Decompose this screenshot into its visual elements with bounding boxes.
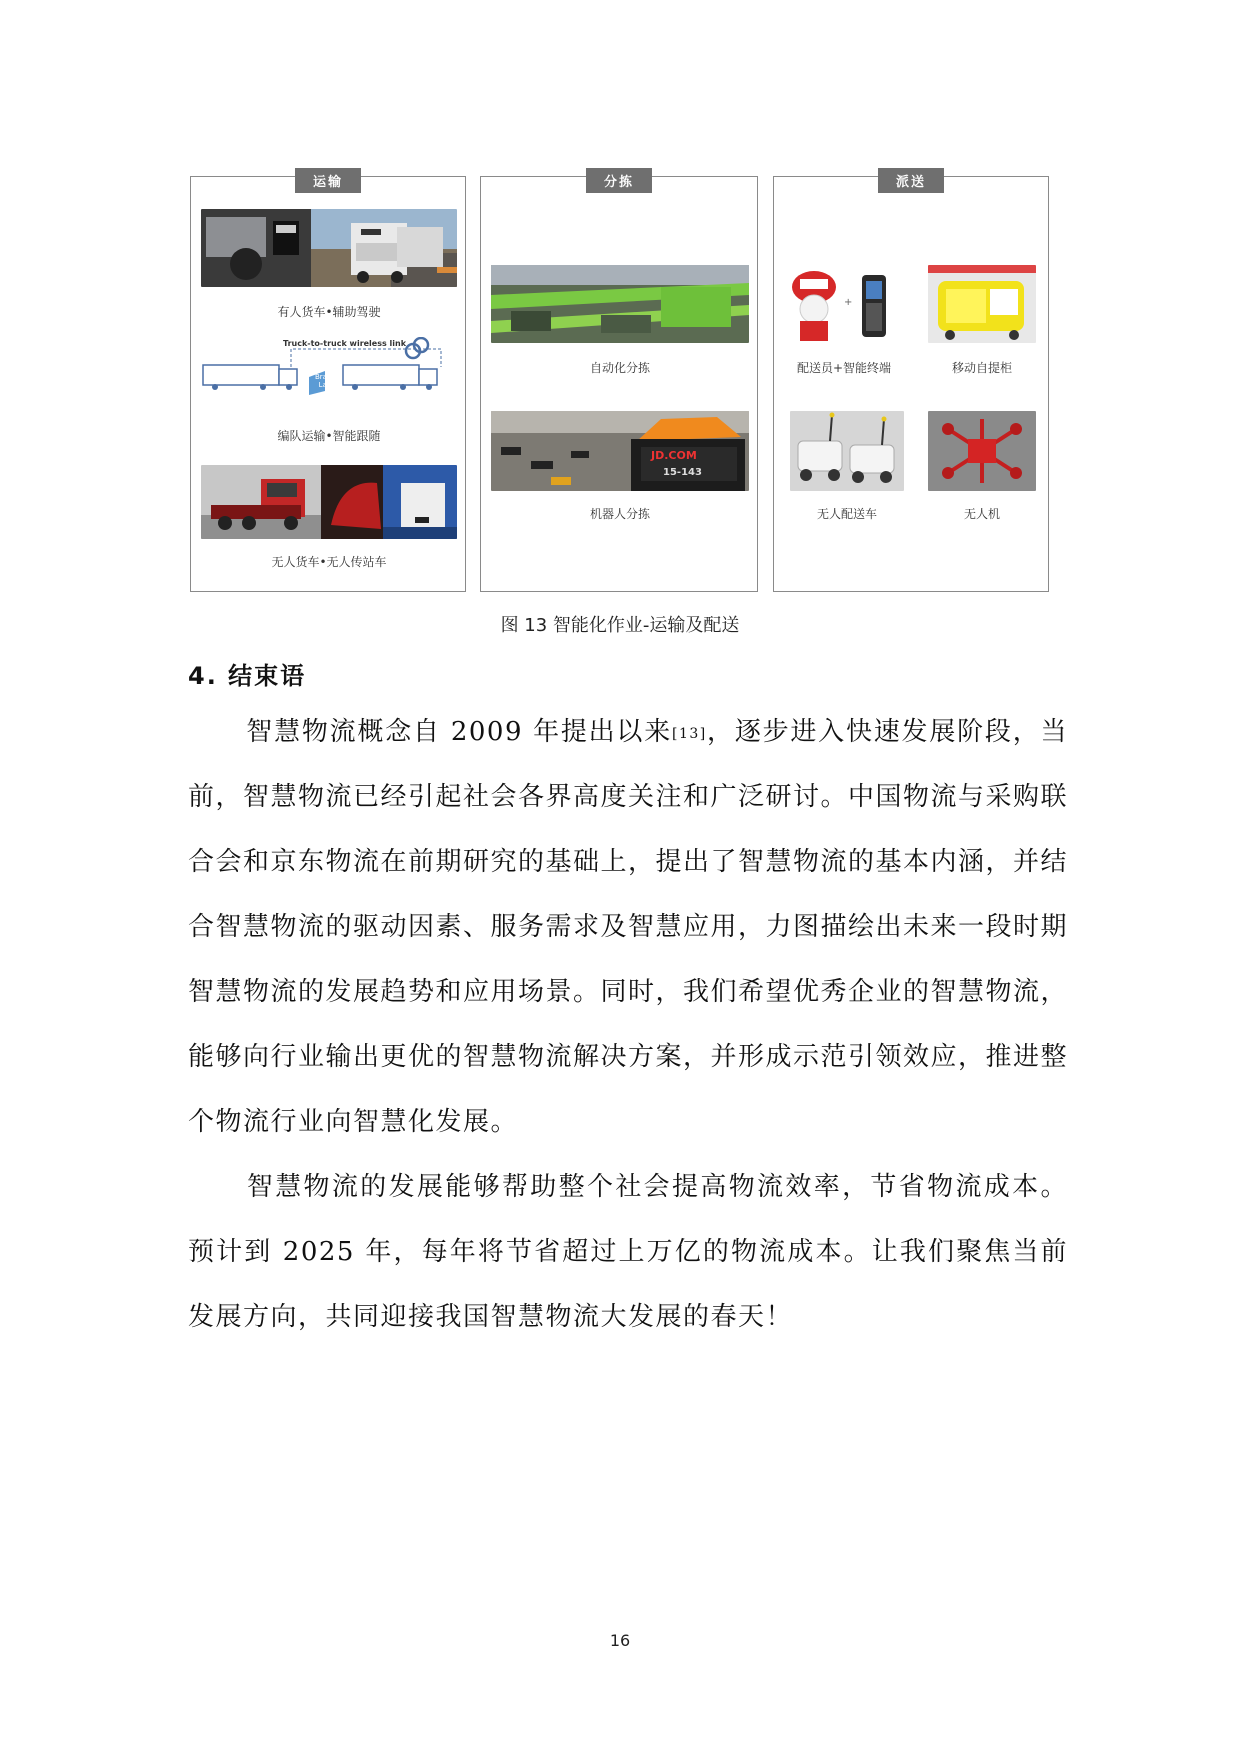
paragraph-1-text-a: 智慧物流概念自 2009 年提出以来 bbox=[246, 717, 672, 747]
caption-courier-terminal: 配送员+智能终端 bbox=[796, 361, 892, 375]
caption-automated-sorting: 自动化分拣 bbox=[589, 361, 650, 375]
paragraph-1 bbox=[188, 700, 1068, 1155]
panel-tab-delivery: 派送 bbox=[878, 168, 944, 193]
section-heading: 4. 结束语 bbox=[188, 662, 307, 690]
photo-unmanned-trucks bbox=[201, 465, 457, 539]
photo-automated-sorting bbox=[491, 265, 749, 343]
paragraph-2-text: 智慧物流的发展能够帮助整个社会提高物流效率，节省物流成本。预计到 2025 年，每年将节省超过上万亿的物流成本。让我们聚焦当前发展方向，共同迎接我国智慧物流大发展的春天！ bbox=[188, 1172, 1068, 1332]
figure-panel-sorting bbox=[480, 176, 758, 592]
diagram-brake-lag-label: Brake Lag bbox=[314, 373, 336, 389]
photo-robot-sorting bbox=[491, 411, 749, 491]
panel-tab-transport: 运输 bbox=[295, 168, 361, 193]
photo-courier-terminal bbox=[786, 265, 898, 343]
caption-unmanned-trucks: 无人货车•无人传站车 bbox=[271, 555, 387, 569]
caption-assisted-driving: 有人货车•辅助驾驶 bbox=[277, 305, 381, 319]
caption-platooning: 编队运输•智能跟随 bbox=[277, 429, 381, 443]
page-number: 16 bbox=[609, 1631, 631, 1650]
paragraph-1-text-b: ，逐步进入快速发展阶段，当前，智慧物流已经引起社会各界高度关注和广泛研讨。中国物流与采购联合会和京东物流在前期研究的基础上，提出了智慧物流的基本内涵，并结合智慧物流的驱动因素、服务需求及智慧应用，力图描绘出未来一段时期智慧物流的发展趋势和应用场景。同时，我们希望优秀企业的智慧物流，能够向行业输出更优的智慧物流解决方案，并形成示范引领效应，推进整个物流行业向智慧化发展。 bbox=[188, 717, 1069, 1137]
photo-drone bbox=[928, 411, 1036, 491]
caption-drone: 无人机 bbox=[963, 507, 1000, 521]
photo-unmanned-delivery-vehicle bbox=[790, 411, 904, 491]
photo-assisted-driving bbox=[201, 209, 457, 287]
caption-mobile-locker: 移动自提柜 bbox=[951, 361, 1012, 375]
panel-tab-sorting: 分拣 bbox=[586, 168, 652, 193]
diagram-wireless-link-label: Truck-to-truck wireless link bbox=[283, 339, 407, 348]
figure-caption: 图 13 智能化作业-运输及配送 bbox=[500, 615, 740, 636]
figure-panel-delivery bbox=[773, 176, 1049, 592]
paragraph-2 bbox=[188, 1155, 1068, 1350]
caption-robot-sorting: 机器人分拣 bbox=[589, 507, 650, 521]
robot-id-label: 15-143 bbox=[663, 467, 702, 478]
citation-ref: [13] bbox=[672, 726, 707, 742]
caption-unmanned-delivery-vehicle: 无人配送车 bbox=[816, 507, 877, 521]
svg-text:+: + bbox=[844, 297, 853, 308]
robot-jd-logo: JD.COM bbox=[651, 449, 697, 462]
figure-panel-transport bbox=[190, 176, 466, 592]
photo-mobile-locker bbox=[928, 265, 1036, 343]
